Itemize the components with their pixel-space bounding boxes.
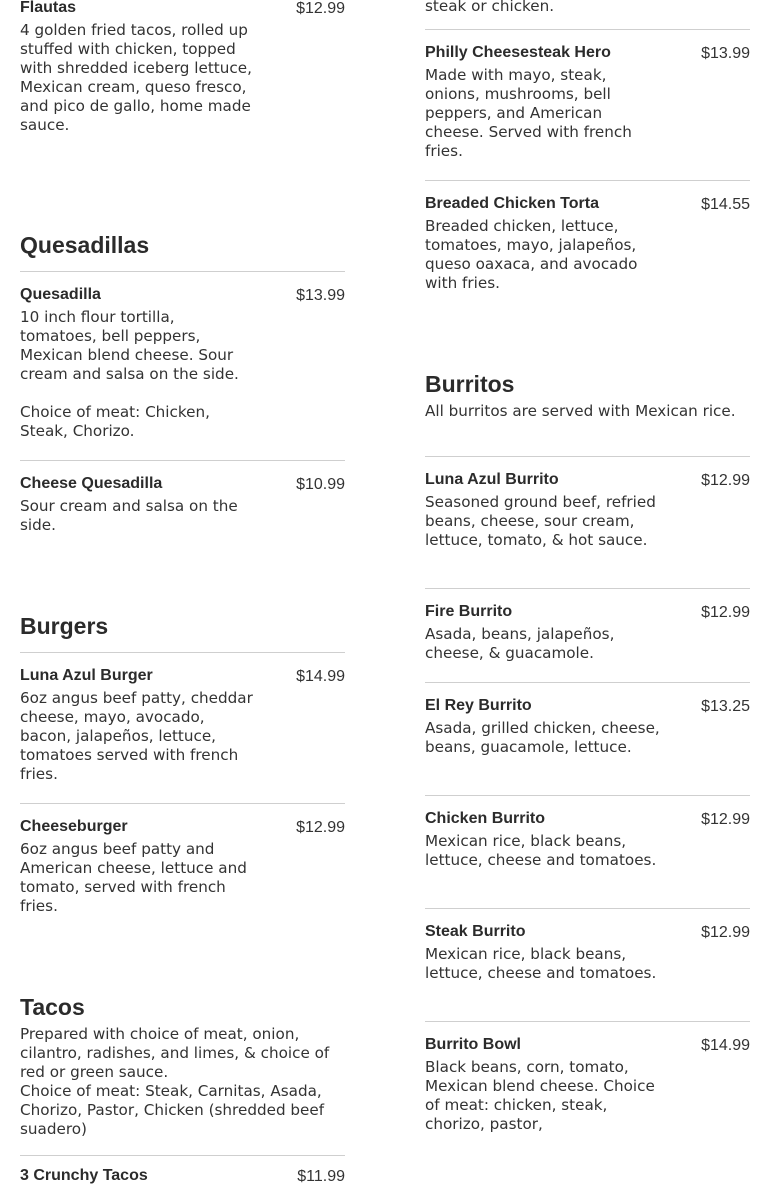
section-note: Prepared with choice of meat, onion, cilantro, radishes, and limes, & choice of red or green sauce. Choice of meat: Steak, Carnitas, Asada, Chorizo, Pastor, Chicken (shredded beef suadero) [20, 1025, 330, 1138]
section-divider [20, 1155, 345, 1156]
section-title-quesadillas: Quesadillas [20, 232, 150, 258]
item-price: $12.99 [701, 924, 750, 941]
section-divider [20, 652, 345, 653]
item-description: Asada, grilled chicken, cheese, beans, guacamole, lettuce. [425, 719, 660, 756]
section-title-tacos: Tacos [20, 994, 85, 1020]
item-price: $13.99 [701, 45, 750, 62]
item-price: $12.99 [296, 819, 345, 836]
item-name: Quesadilla [20, 286, 101, 303]
item-name: El Rey Burrito [425, 697, 532, 714]
item-divider [20, 803, 345, 804]
menu-item-flautas [20, 0, 345, 135]
item-name: Flautas [20, 0, 77, 16]
item-description: 10 inch flour tortilla, tomatoes, bell peppers, Mexican blend cheese. Sour cream and salsa on the side. Choice of meat: Chicken, Steak, Chorizo. [20, 308, 239, 440]
item-name: Breaded Chicken Torta [425, 195, 599, 212]
item-description: Mexican rice, black beans, lettuce, cheese and tomatoes. [425, 945, 657, 982]
menu-item-cheese-quesadilla [20, 474, 345, 535]
menu-item-chicken-burrito [425, 809, 750, 870]
item-divider [425, 795, 750, 796]
menu-item-cheeseburger [20, 817, 345, 916]
item-price: $14.55 [701, 196, 750, 213]
menu-item-el-rey-burrito [425, 696, 750, 757]
item-price: $13.99 [296, 287, 345, 304]
item-description: Breaded chicken, lettuce, tomatoes, mayo, jalapeños, queso oaxaca, and avocado with fries. [425, 217, 638, 292]
menu-item-quesadilla [20, 285, 345, 441]
menu-item-breaded-chicken-torta [425, 194, 750, 293]
item-name: Fire Burrito [425, 603, 513, 620]
item-name: Steak Burrito [425, 923, 526, 940]
item-description: Made with mayo, steak, onions, mushrooms, bell peppers, and American cheese. Served with french fries. [425, 66, 632, 160]
menu-item-fire-burrito [425, 602, 750, 663]
item-price: $12.99 [701, 472, 750, 489]
item-divider [425, 682, 750, 683]
item-divider [425, 1021, 750, 1022]
item-description: Seasoned ground beef, refried beans, cheese, sour cream, lettuce, tomato, & hot sauce. [425, 493, 656, 549]
item-name: Luna Azul Burger [20, 667, 153, 684]
item-name: Cheeseburger [20, 818, 128, 835]
section-divider [20, 271, 345, 272]
item-price: $12.99 [701, 604, 750, 621]
item-divider [425, 180, 750, 181]
item-name: Luna Azul Burrito [425, 471, 559, 488]
item-description-fragment: steak or chicken. [425, 0, 555, 15]
menu-item-luna-azul-burger [20, 666, 345, 784]
item-name: Burrito Bowl [425, 1036, 521, 1053]
item-price: $12.99 [701, 811, 750, 828]
item-divider [20, 460, 345, 461]
item-name: Philly Cheesesteak Hero [425, 44, 611, 61]
item-divider [425, 908, 750, 909]
item-price: $14.99 [296, 668, 345, 685]
menu-item-luna-azul-burrito [425, 470, 750, 550]
section-title-burritos: Burritos [425, 371, 515, 397]
section-divider [425, 456, 750, 457]
item-description: 6oz angus beef patty and American cheese, lettuce and tomato, served with french fries. [20, 840, 247, 915]
item-price: $13.25 [701, 698, 750, 715]
menu-item-crunchy-tacos [20, 1166, 345, 1186]
section-title-burgers: Burgers [20, 613, 109, 639]
item-description: Black beans, corn, tomato, Mexican blend cheese. Choice of meat: chicken, steak, chorizo, pastor, [425, 1058, 655, 1133]
item-description: 6oz angus beef patty, cheddar cheese, mayo, avocado, bacon, jalapeños, lettuce, tomatoes served with french fries. [20, 689, 253, 783]
item-price: $14.99 [701, 1037, 750, 1054]
item-description: Sour cream and salsa on the side. [20, 497, 238, 534]
item-name: 3 Crunchy Tacos [20, 1167, 148, 1184]
item-description: Mexican rice, black beans, lettuce, cheese and tomatoes. [425, 832, 657, 869]
item-divider [425, 29, 750, 30]
item-name: Cheese Quesadilla [20, 475, 163, 492]
item-description: 4 golden fried tacos, rolled up stuffed with chicken, topped with shredded iceberg lettuce, Mexican cream, queso fresco, and pico de gallo, home made sauce. [20, 21, 252, 134]
menu-item-philly-cheesesteak-hero [425, 43, 750, 161]
item-price: $12.99 [296, 0, 345, 17]
item-price: $11.99 [297, 1168, 345, 1185]
item-description: Asada, beans, jalapeños, cheese, & guacamole. [425, 625, 615, 662]
item-price: $10.99 [296, 476, 345, 493]
menu-item-steak-burrito [425, 922, 750, 983]
section-note: All burritos are served with Mexican rice. [425, 402, 736, 420]
item-name: Chicken Burrito [425, 810, 546, 827]
item-divider [425, 588, 750, 589]
menu-item-burrito-bowl [425, 1035, 750, 1134]
